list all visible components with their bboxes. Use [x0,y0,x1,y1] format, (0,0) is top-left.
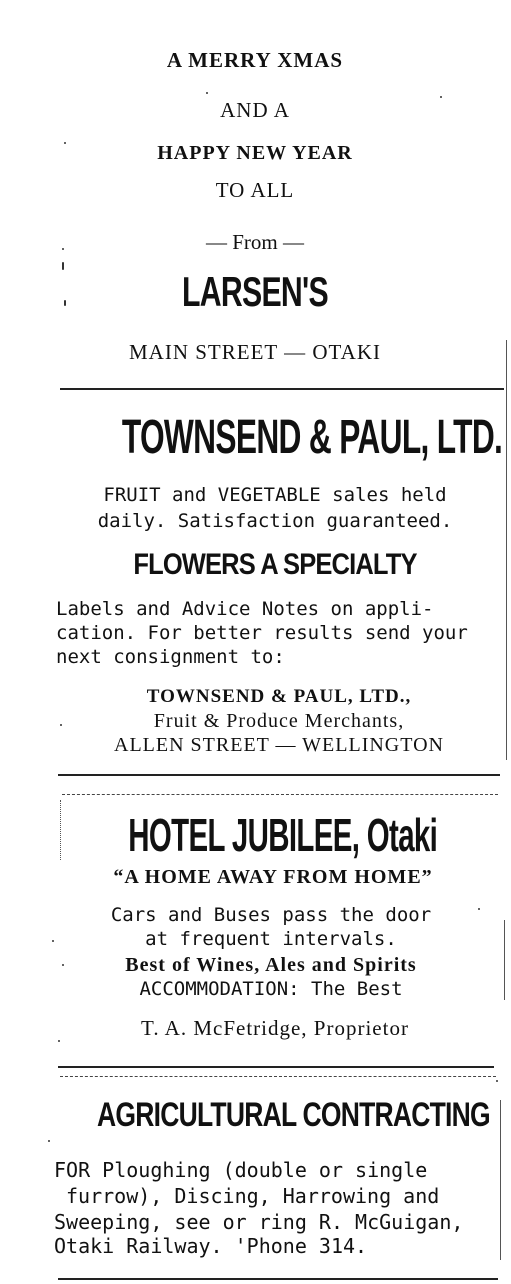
townsend-intro-line-2: daily. Satisfaction guaranteed. [97,510,453,532]
townsend-signature-address: ALLEN STREET — WELLINGTON [114,734,444,756]
print-speck [52,940,54,942]
print-speck [58,1040,60,1042]
labels-line-1: Labels and Advice Notes on appli- [56,598,434,620]
column-edge-line [60,800,61,860]
divider-rule [58,1278,498,1280]
greeting-line-merry-xmas: A MERRY XMAS [166,48,344,72]
agri-line-2: furrow), Discing, Harrowing and [66,1184,440,1208]
column-edge-line [500,1100,501,1260]
agri-line-1: FOR Ploughing (double or single [54,1158,428,1182]
greeting-line-and-a: AND A [220,98,290,122]
larsens-name: LARSEN'S [182,268,328,315]
agri-line-3: Sweeping, see or ring R. McGuigan, [54,1210,464,1234]
townsend-title: TOWNSEND & PAUL, LTD. [121,411,503,464]
greeting-line-to-all: TO ALL [215,178,295,202]
hotel-cars-line-1: Cars and Buses pass the door [110,904,432,926]
print-speck [64,300,66,306]
townsend-signature-name: TOWNSEND & PAUL, LTD., [146,686,412,707]
print-speck [62,964,64,966]
print-speck [496,1080,498,1082]
print-speck [62,262,64,270]
hotel-tagline: “A HOME AWAY FROM HOME” [113,866,433,888]
hotel-wines: Best of Wines, Ales and Spirits [125,954,417,976]
print-speck [440,96,442,98]
print-speck [62,248,64,250]
greeting-line-happy-new-year: HAPPY NEW YEAR [157,142,353,164]
flowers-specialty: FLOWERS A SPECIALTY [133,548,417,581]
column-edge-line [504,920,505,1000]
print-speck [60,724,62,726]
from-line: — From — [205,230,304,254]
print-speck [478,908,480,910]
hotel-cars-line-2: at frequent intervals. [145,928,397,950]
hotel-proprietor: T. A. McFetridge, Proprietor [141,1016,409,1040]
hotel-accommodation: ACCOMMODATION: The Best [139,978,403,1000]
agri-line-4: Otaki Railway. 'Phone 314. [54,1234,368,1258]
labels-line-3: next consignment to: [56,646,285,668]
hotel-title: HOTEL JUBILEE, Otaki [128,809,438,861]
townsend-intro-line-1: FRUIT and VEGETABLE sales held [103,484,447,506]
agri-title: AGRICULTURAL CONTRACTING [97,1096,490,1134]
print-speck [206,92,208,94]
column-edge-line [506,340,507,760]
larsens-address: MAIN STREET — OTAKI [129,340,381,364]
agricultural-contracting-ad [56,0,502,1284]
print-speck [64,142,66,144]
print-speck [48,1140,50,1142]
townsend-signature-trade: Fruit & Produce Merchants, [153,710,405,732]
labels-line-2: cation. For better results send your [56,622,468,644]
